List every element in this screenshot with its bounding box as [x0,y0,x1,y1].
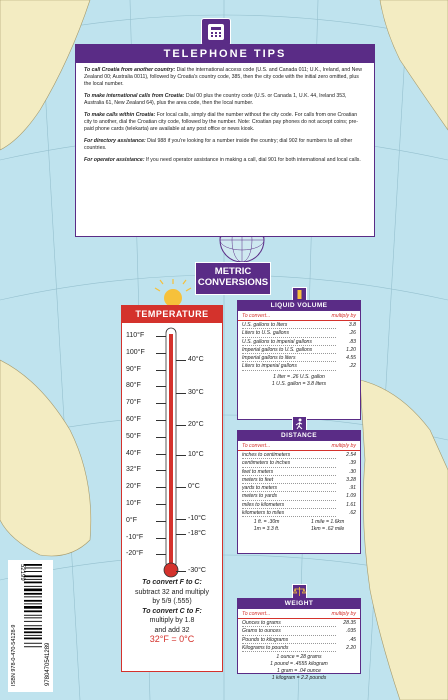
metric-line2: CONVERSIONS [197,277,269,288]
weight-note3: 1 gram = .04 ounce [276,668,322,675]
conversion-label: U.S. gallons to imperial gallons [242,338,336,346]
conversion-row [238,627,360,635]
fahrenheit-tick [156,353,166,354]
celsius-label: -18°C [188,530,206,538]
distance-notes-b [238,526,360,533]
telephone-tip [84,93,366,107]
conversion-row [238,468,360,476]
conversion-factor: .30 [348,468,356,475]
celsius-label: 40°C [188,355,204,363]
conversion-factor: .035 [346,628,356,635]
conversion-factor: 1.20 [346,346,356,353]
conversion-factor: .91 [348,485,356,492]
fahrenheit-tick [156,403,166,404]
to-c-text2: by 5/9 (.555) [152,598,192,605]
fahrenheit-label: 80°F [126,382,141,390]
distance-col1: To convert... [242,443,271,449]
conversion-label: Grams to ounces [242,627,336,635]
conversion-row [238,338,360,346]
conversion-label: Imperial gallons to U.S. gallons [242,346,336,354]
celsius-tick [176,487,186,488]
scale-icon [292,584,307,599]
telephone-tip-lead: To call Croatia from another country: [84,67,176,73]
barcode-bar [24,610,42,612]
weight-note1: 1 ounce = 28 grams [276,654,322,661]
freezing-point: 32°F = 0°C [149,634,195,644]
fahrenheit-tick [156,487,166,488]
celsius-tick [176,425,186,426]
distance-title: DISTANCE [238,431,360,441]
telephone-tip-lead: For operator assistance: [84,157,145,163]
distance-note3: 1m = 3.3 ft. [253,526,280,533]
weight-title: WEIGHT [238,599,360,609]
telephone-tip-text: Dial the international access code (U.S. and Canada 011; U.K., Ireland, and New Zealand 00; Australia 0011), followed by Croatia's country code, 385, then the city code with the initial zero omitted, plus the local number. [84,67,362,87]
fahrenheit-label: 70°F [126,399,141,407]
fahrenheit-tick [156,386,166,387]
temperature-panel [121,305,223,672]
conversion-factor: .83 [348,338,356,345]
conversion-label: meters to yards [242,492,336,500]
fahrenheit-label: 100°F [126,348,145,356]
conversion-factor: 2.54 [346,452,356,458]
celsius-label: 30°C [188,389,204,397]
telephone-tip-lead: To make calls within Croatia: [84,112,156,118]
to-f-title: To convert C to F: [142,607,202,615]
fahrenheit-label: 10°F [126,500,141,507]
barcode-bar [24,617,42,618]
distance-notes-a [238,519,360,526]
celsius-tick [176,519,186,520]
celsius-tick [176,455,186,456]
barcode-bar [24,628,42,630]
conversion-row [238,451,360,459]
conversion-label: Liters to U.S. gallons [242,329,336,337]
conversion-label: kilometers to miles [242,509,336,517]
distance-note2: 1 mile = 1.6km [310,519,345,526]
barcode-bar [24,615,42,616]
conversion-row [238,362,360,370]
telephone-tips-title: TELEPHONE TIPS [76,45,374,63]
fahrenheit-label: 90°F [126,365,141,373]
conversion-factor: 3.28 [346,476,356,483]
weight-note4: 1 kilogram = 2.2 pounds [271,675,327,682]
barcode-bar [24,571,42,572]
telephone-tip [84,112,366,133]
weight-column-headers [238,609,360,619]
conversion-factor: 28.35 [343,620,356,626]
barcode-bar [24,564,42,566]
barcode-bar [24,579,42,580]
isbn-text: ISBN 978-0-470-54128-9 [11,624,17,686]
fahrenheit-tick [156,521,166,522]
liquid-rows [238,321,360,371]
barcode-bar [24,575,42,577]
conversion-row [238,329,360,337]
conversion-row [238,354,360,362]
liquid-note1: 1 liter = .26 U.S. gallon [273,373,325,380]
conversion-factor: .22 [348,363,356,370]
conversion-factor: .45 [348,636,356,643]
conversion-row [238,501,360,509]
liquid-col1: To convert... [242,313,271,319]
conversion-label: inches to centimeters [242,451,336,459]
conversion-row [238,492,360,500]
telephone-tip-text: For local calls, simply dial the number without the city code. For calls from one Croatian city to another, dial the Croatian city code, followed by the number. Note: Croatian pay phones do not accept coins; pre-paid phone cards (telekarta) are available at any post office or news kiosk. [84,112,358,132]
conversion-factor: .26 [348,330,356,337]
telephone-tip-text: If you need operator assistance in making a call, dial 901 for both international and local calls. [144,157,361,163]
conversion-factor: .39 [348,460,356,467]
barcode-price: 52199 [19,564,25,581]
telephone-tips-panel [75,44,375,237]
conversion-factor: 1.61 [346,501,356,508]
fahrenheit-tick [156,454,166,455]
fahrenheit-label: 40°F [126,449,141,457]
metric-conversions-badge [195,262,271,295]
telephone-tip-text: Dial 988 if you're looking for a number inside the country; dial 902 for numbers to all other countries. [84,138,353,151]
barcode-bar [24,603,42,604]
weight-panel [237,598,361,682]
conversion-factor: 3.8 [348,322,356,328]
fahrenheit-label: 32°F [126,466,141,474]
conversion-label: Pounds to kilograms [242,636,336,644]
telephone-tip-lead: For directory assistance: [84,138,146,144]
conversion-row [238,644,360,652]
telephone-tip-lead: To make international calls from Croatia: [84,93,185,99]
temperature-title: TEMPERATURE [122,306,222,323]
celsius-tick [176,360,186,361]
conversion-label: meters to feet [242,476,336,484]
telephone-tip [84,67,366,88]
fahrenheit-label: 110°F [126,332,145,339]
conversion-row [238,484,360,492]
liquid-column-headers [238,311,360,321]
conversion-label: Kilograms to pounds [242,644,336,652]
conversion-row [238,636,360,644]
barcode-bar [24,582,42,584]
conversion-label: miles to kilometers [242,501,336,509]
conversion-row [238,509,360,517]
conversion-row [238,619,360,627]
conversion-factor: 2.20 [346,644,356,651]
barcode-bars [8,560,53,692]
barcode-bar [24,646,42,647]
telephone-tip [84,138,366,152]
liquid-note2: 1 U.S. gallon = 3.8 liters [271,380,327,387]
fahrenheit-tick [156,336,166,337]
fahrenheit-label: 0°F [126,516,137,524]
conversion-label: feet to meters [242,468,336,476]
barcode-bar [24,621,42,622]
fahrenheit-tick [156,437,166,438]
to-c-title: To convert F to C: [142,579,202,586]
celsius-tick [176,534,186,535]
conversion-row [238,476,360,484]
barcode-bar [24,568,42,569]
fahrenheit-tick [156,538,166,539]
liquid-volume-panel [237,300,361,420]
fahrenheit-label: 50°F [126,432,141,440]
celsius-label: 10°C [188,451,204,459]
conversion-label: centimeters to inches [242,459,336,467]
distance-panel [237,430,361,554]
barcode-bar [24,635,42,636]
conversion-label: yards to meters [242,484,336,492]
telephone-icon [201,18,231,46]
conversion-factor: .62 [348,510,356,517]
weight-rows [238,619,360,652]
liquid-volume-title: LIQUID VOLUME [238,301,360,311]
fahrenheit-tick [156,504,166,505]
barcode-bar [24,643,42,644]
distance-note4: 1km = .62 mile [310,526,345,533]
barcode-bar [24,625,42,626]
distance-col2: multiply by [331,443,356,449]
telephone-tip [84,157,366,164]
telephone-tips-body [76,63,374,164]
barcode-bar [24,631,42,633]
conversion-label: Liters to imperial gallons [242,362,336,370]
celsius-tick [176,571,186,572]
celsius-label: 0°C [188,483,200,491]
fahrenheit-tick [156,370,166,371]
barcode [8,560,53,692]
distance-column-headers [238,441,360,451]
temperature-formulas [122,578,222,645]
fahrenheit-label: 20°F [126,483,141,491]
fahrenheit-label: -20°F [126,550,144,558]
conversion-label: Ounces to grams [242,619,336,627]
conversion-row [238,346,360,354]
barcode-bar [24,638,42,640]
barcode-bar [24,606,42,609]
conversion-factor: 4.55 [346,355,356,362]
weight-col1: To convert... [242,611,271,617]
celsius-label: 20°C [188,421,204,429]
barcode-bar [24,600,42,602]
metric-line1: METRIC [214,266,252,277]
to-f-text1: multiply by 1.8 [149,617,195,624]
distance-rows [238,451,360,517]
fahrenheit-tick [156,470,166,471]
conversion-label: U.S. gallons to liters [242,321,336,329]
celsius-tick [176,393,186,394]
distance-note1: 1 ft. = .30m [253,519,280,526]
barcode-bar [24,589,42,592]
barcode-bar [24,593,42,595]
fahrenheit-tick [156,554,166,555]
conversion-row [238,321,360,329]
weight-col2: multiply by [331,611,356,617]
celsius-label: -30°C [188,567,206,575]
conversion-row [238,459,360,467]
barcode-bar [24,586,42,587]
celsius-label: -10°C [188,515,206,523]
thermometer [122,324,222,579]
fahrenheit-label: 60°F [126,416,141,423]
telephone-tip-text: Dial 00 plus the country code (U.S. or Canada 1, U.K. 44, Ireland 353, Australia 61, New Zealand 64), plus the area code, then the local number. [84,93,347,106]
conversion-label: Imperial gallons to liters [242,354,336,362]
barcode-bar [24,596,42,597]
to-f-text2: and add 32 [154,626,190,634]
fahrenheit-label: -10°F [126,533,144,541]
to-c-text1: subtract 32 and multiply [135,588,209,596]
weight-note2: 1 pound = .4555 kilogram [270,661,328,668]
fahrenheit-tick [156,420,166,421]
liquid-col2: multiply by [331,313,356,319]
conversion-factor: 1.09 [346,493,356,500]
barcode-digits: 9780470541289 [45,642,51,686]
runner-icon [292,416,307,431]
